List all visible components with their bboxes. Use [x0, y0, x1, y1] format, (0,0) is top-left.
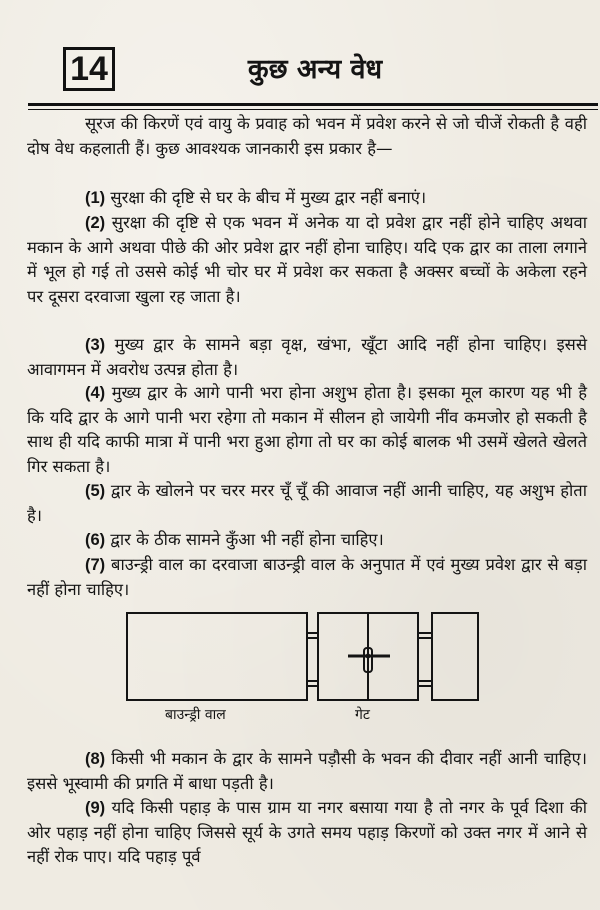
paragraph-text: द्वार के खोलने पर चरर मरर चूँ चूँ की आवाज नहीं आनी चाहिए, यह अशुभ होता है।: [27, 481, 587, 525]
point-4: [27, 381, 587, 479]
boundary-wall-rect: [127, 613, 307, 700]
point-number: (2): [85, 214, 106, 232]
paragraph-text: किसी भी मकान के द्वार के सामने पड़ौसी के भवन की दीवार नहीं आनी चाहिए। इससे भूस्वामी की प्रगति में बाधा पड़ती है।: [27, 749, 588, 793]
point-6: [27, 528, 587, 553]
paragraph-text: यदि किसी पहाड़ के पास ग्राम या नगर बसाया गया है तो नगर के पूर्व दिशा की ओर पहाड़ नहीं होना चाहिए जिससे सूर्य के उगते समय पहाड़ किरणों को उक्त नगर में आने से नहीं रोक पाए। यदि पहाड़ पूर्व: [27, 798, 587, 866]
point-3: [27, 333, 587, 382]
paragraph-text: मुख्य द्वार के आगे पानी भरा होना अशुभ होता है। इसका मूल कारण यह भी है कि यदि द्वार के आगे पानी भरा रहेगा तो मकान में सीलन हो जायेगी नींव कमजोर हो सकती है साथ ही यदि काफी मात्रा में पानी भरा हुआ होगा तो घर का कोई बालक भी उसमें खेलते खेलते गिर सकता है।: [27, 383, 587, 476]
point-number: (5): [85, 482, 106, 500]
pillar-rect: [432, 613, 478, 700]
paragraph-text: सूरज की किरणें एवं वायु के प्रवाह को भवन में प्रवेश करने से जो चीजें रोकती है वही दोष वेध कहलाती हैं। कुछ आवश्यक जानकारी इस प्रकार है—: [27, 114, 587, 158]
point-number: (9): [85, 799, 106, 817]
header-rule-thin: [28, 109, 598, 110]
paragraph-text: बाउन्ड्री वाल का दरवाजा बाउन्ड्री वाल के अनुपात में एवं मुख्य प्रवेश द्वार से बड़ा नहीं होना चाहिए।: [27, 555, 587, 599]
point-9: [27, 796, 587, 870]
point-5: [27, 479, 587, 528]
point-8: [27, 747, 587, 796]
chapter-number: 14: [63, 47, 115, 91]
intro-paragraph: [27, 112, 587, 161]
paragraph-text: द्वार के ठीक सामने कुँआ भी नहीं होना चाहिए।: [110, 530, 384, 549]
paragraph-text: मुख्य द्वार के सामने बड़ा वृक्ष, खंभा, खूँटा आदि नहीं होना चाहिए। इससे आवागमन में अवरोध उत्पन्न होता है।: [27, 335, 587, 379]
point-2: [27, 211, 587, 309]
point-number: (6): [85, 531, 106, 549]
point-number: (3): [85, 336, 106, 354]
gate-label: गेट: [355, 707, 370, 723]
chapter-title: कुछ अन्य वेध: [247, 54, 383, 85]
boundary-wall-label: बाउन्ड्री वाल: [165, 707, 226, 723]
header-rule-thick: [28, 103, 598, 106]
point-1: [27, 186, 587, 211]
paragraph-text: सुरक्षा की दृष्टि से एक भवन में अनेक या दो प्रवेश द्वार नहीं होने चाहिए अथवा मकान के आगे अथवा पीछे की ओर प्रवेश द्वार नहीं होना चाहिए। यदि एक द्वार का ताला लगाने में भूल हो गई तो उससे कोई भी चोर घर में प्रवेश कर सकता है अक्सर बच्चों के अकेला रहने पर दूसरा दरवाजा खुला रह जाता है।: [27, 213, 587, 306]
bleed-through-text: [150, 0, 570, 40]
point-7: [27, 553, 587, 602]
point-number: (7): [85, 556, 106, 574]
point-number: (4): [85, 384, 106, 402]
point-number: (1): [85, 189, 106, 207]
paragraph-text: सुरक्षा की दृष्टि से घर के बीच में मुख्य द्वार नहीं बनाएं।: [110, 188, 427, 207]
point-number: (8): [85, 750, 106, 768]
